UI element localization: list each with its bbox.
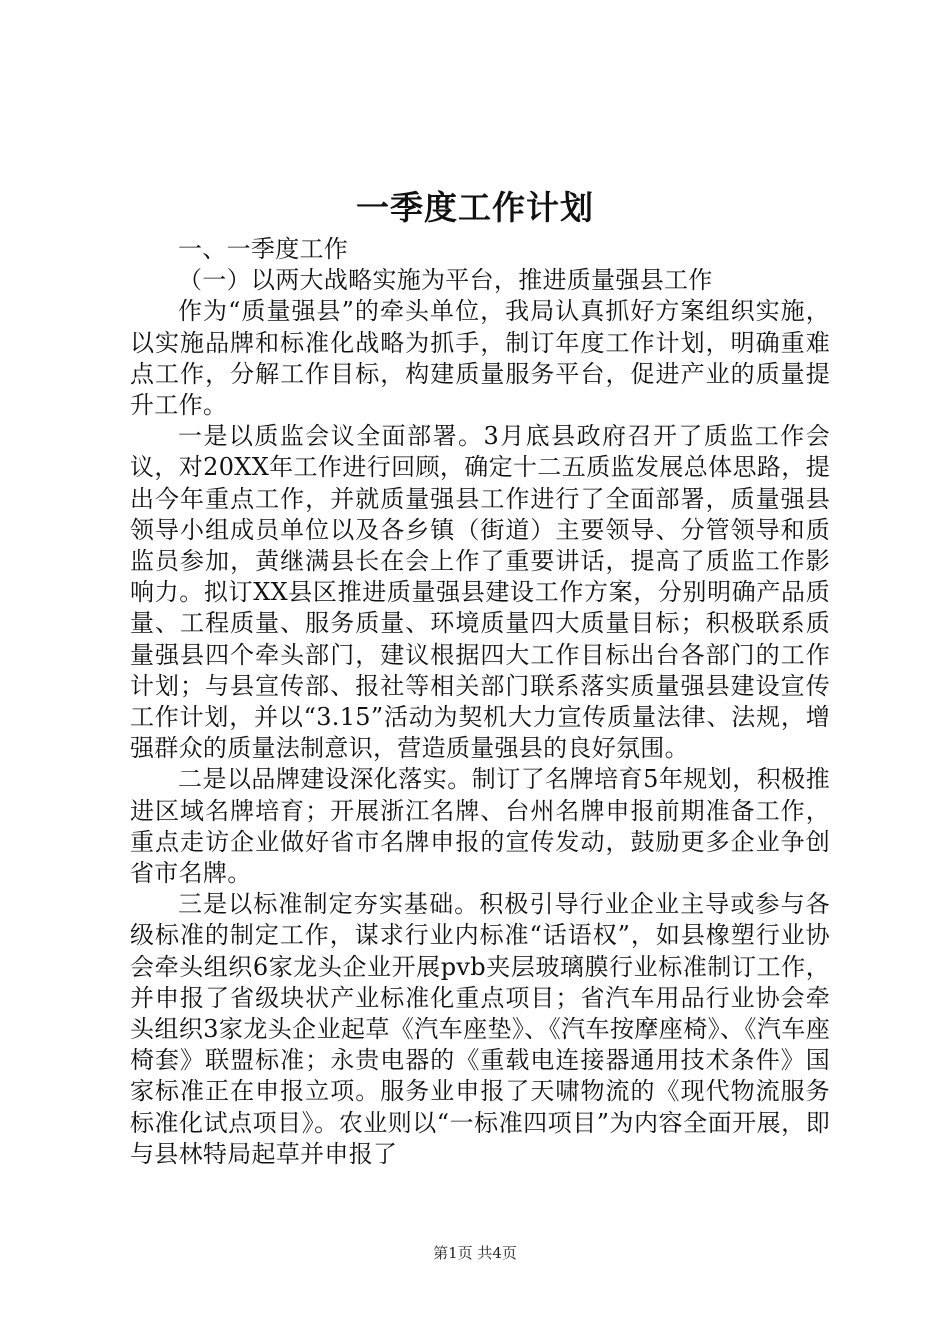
paragraph-brand: 二是以品牌建设深化落实。制订了名牌培育5年规划，积极推进区域名牌培育；开展浙江名牌、台州名牌申报前期准备工作，重点走访企业做好省市名牌申报的宣传发动，鼓励更多企业争创省市名牌。 [130,765,830,888]
subsection-heading: （一）以两大战略实施为平台，推进质量强县工作 [178,266,713,295]
document-body [130,234,830,1170]
document-title: 一季度工作计划 [356,188,594,227]
paragraph-standards: 三是以标准制定夯实基础。积极引导行业企业主导或参与各级标准的制定工作，谋求行业内标准“话语权”，如县橡塑行业协会牵头组织6家龙头企业开展pvb夹层玻璃膜行业标准制订工作，并申报了省级块状产业标准化重点项目；省汽车用品行业协会牵头组织3家龙头企业起草《汽车座垫》、《汽车按摩座椅》、《汽车座椅套》联盟标准；永贵电器的《重载电连接器通用技术条件》国家标准正在申报立项。服务业申报了天啸物流的《现代物流服务标准化试点项目》。农业则以“一标准四项目”为内容全面开展，即与县林特局起草并申报了 [130,890,830,1168]
paragraph-meeting: 一是以质监会议全面部署。3月底县政府召开了质监工作会议，对20XX年工作进行回顾，确定十二五质监发展总体思路，提出今年重点工作，并就质量强县工作进行了全面部署，质量强县领导小组成员单位以及各乡镇（街道）主要领导、分管领导和质监员参加，黄继满县长在会上作了重要讲话，提高了质监工作影响力。拟订XX县区推进质量强县建设工作方案，分别明确产品质量、工程质量、服务质量、环境质量四大质量目标；积极联系质量强县四个牵头部门，建议根据四大工作目标出台各部门的工作计划；与县宣传部、报社等相关部门联系落实质量强县建设宣传工作计划，并以“3.15”活动为契机大力宣传质量法律、法规，增强群众的质量法制意识，营造质量强县的良好氛围。 [130,422,830,763]
page-number-footer: 第1页 共4页 [433,1244,517,1262]
paragraph-intro: 作为“质量强县”的牵头单位，我局认真抓好方案组织实施，以实施品牌和标准化战略为抓手，制订年度工作计划，明确重难点工作，分解工作目标，构建质量服务平台，促进产业的质量提升工作。 [130,297,830,420]
section-heading: 一、一季度工作 [178,235,349,263]
